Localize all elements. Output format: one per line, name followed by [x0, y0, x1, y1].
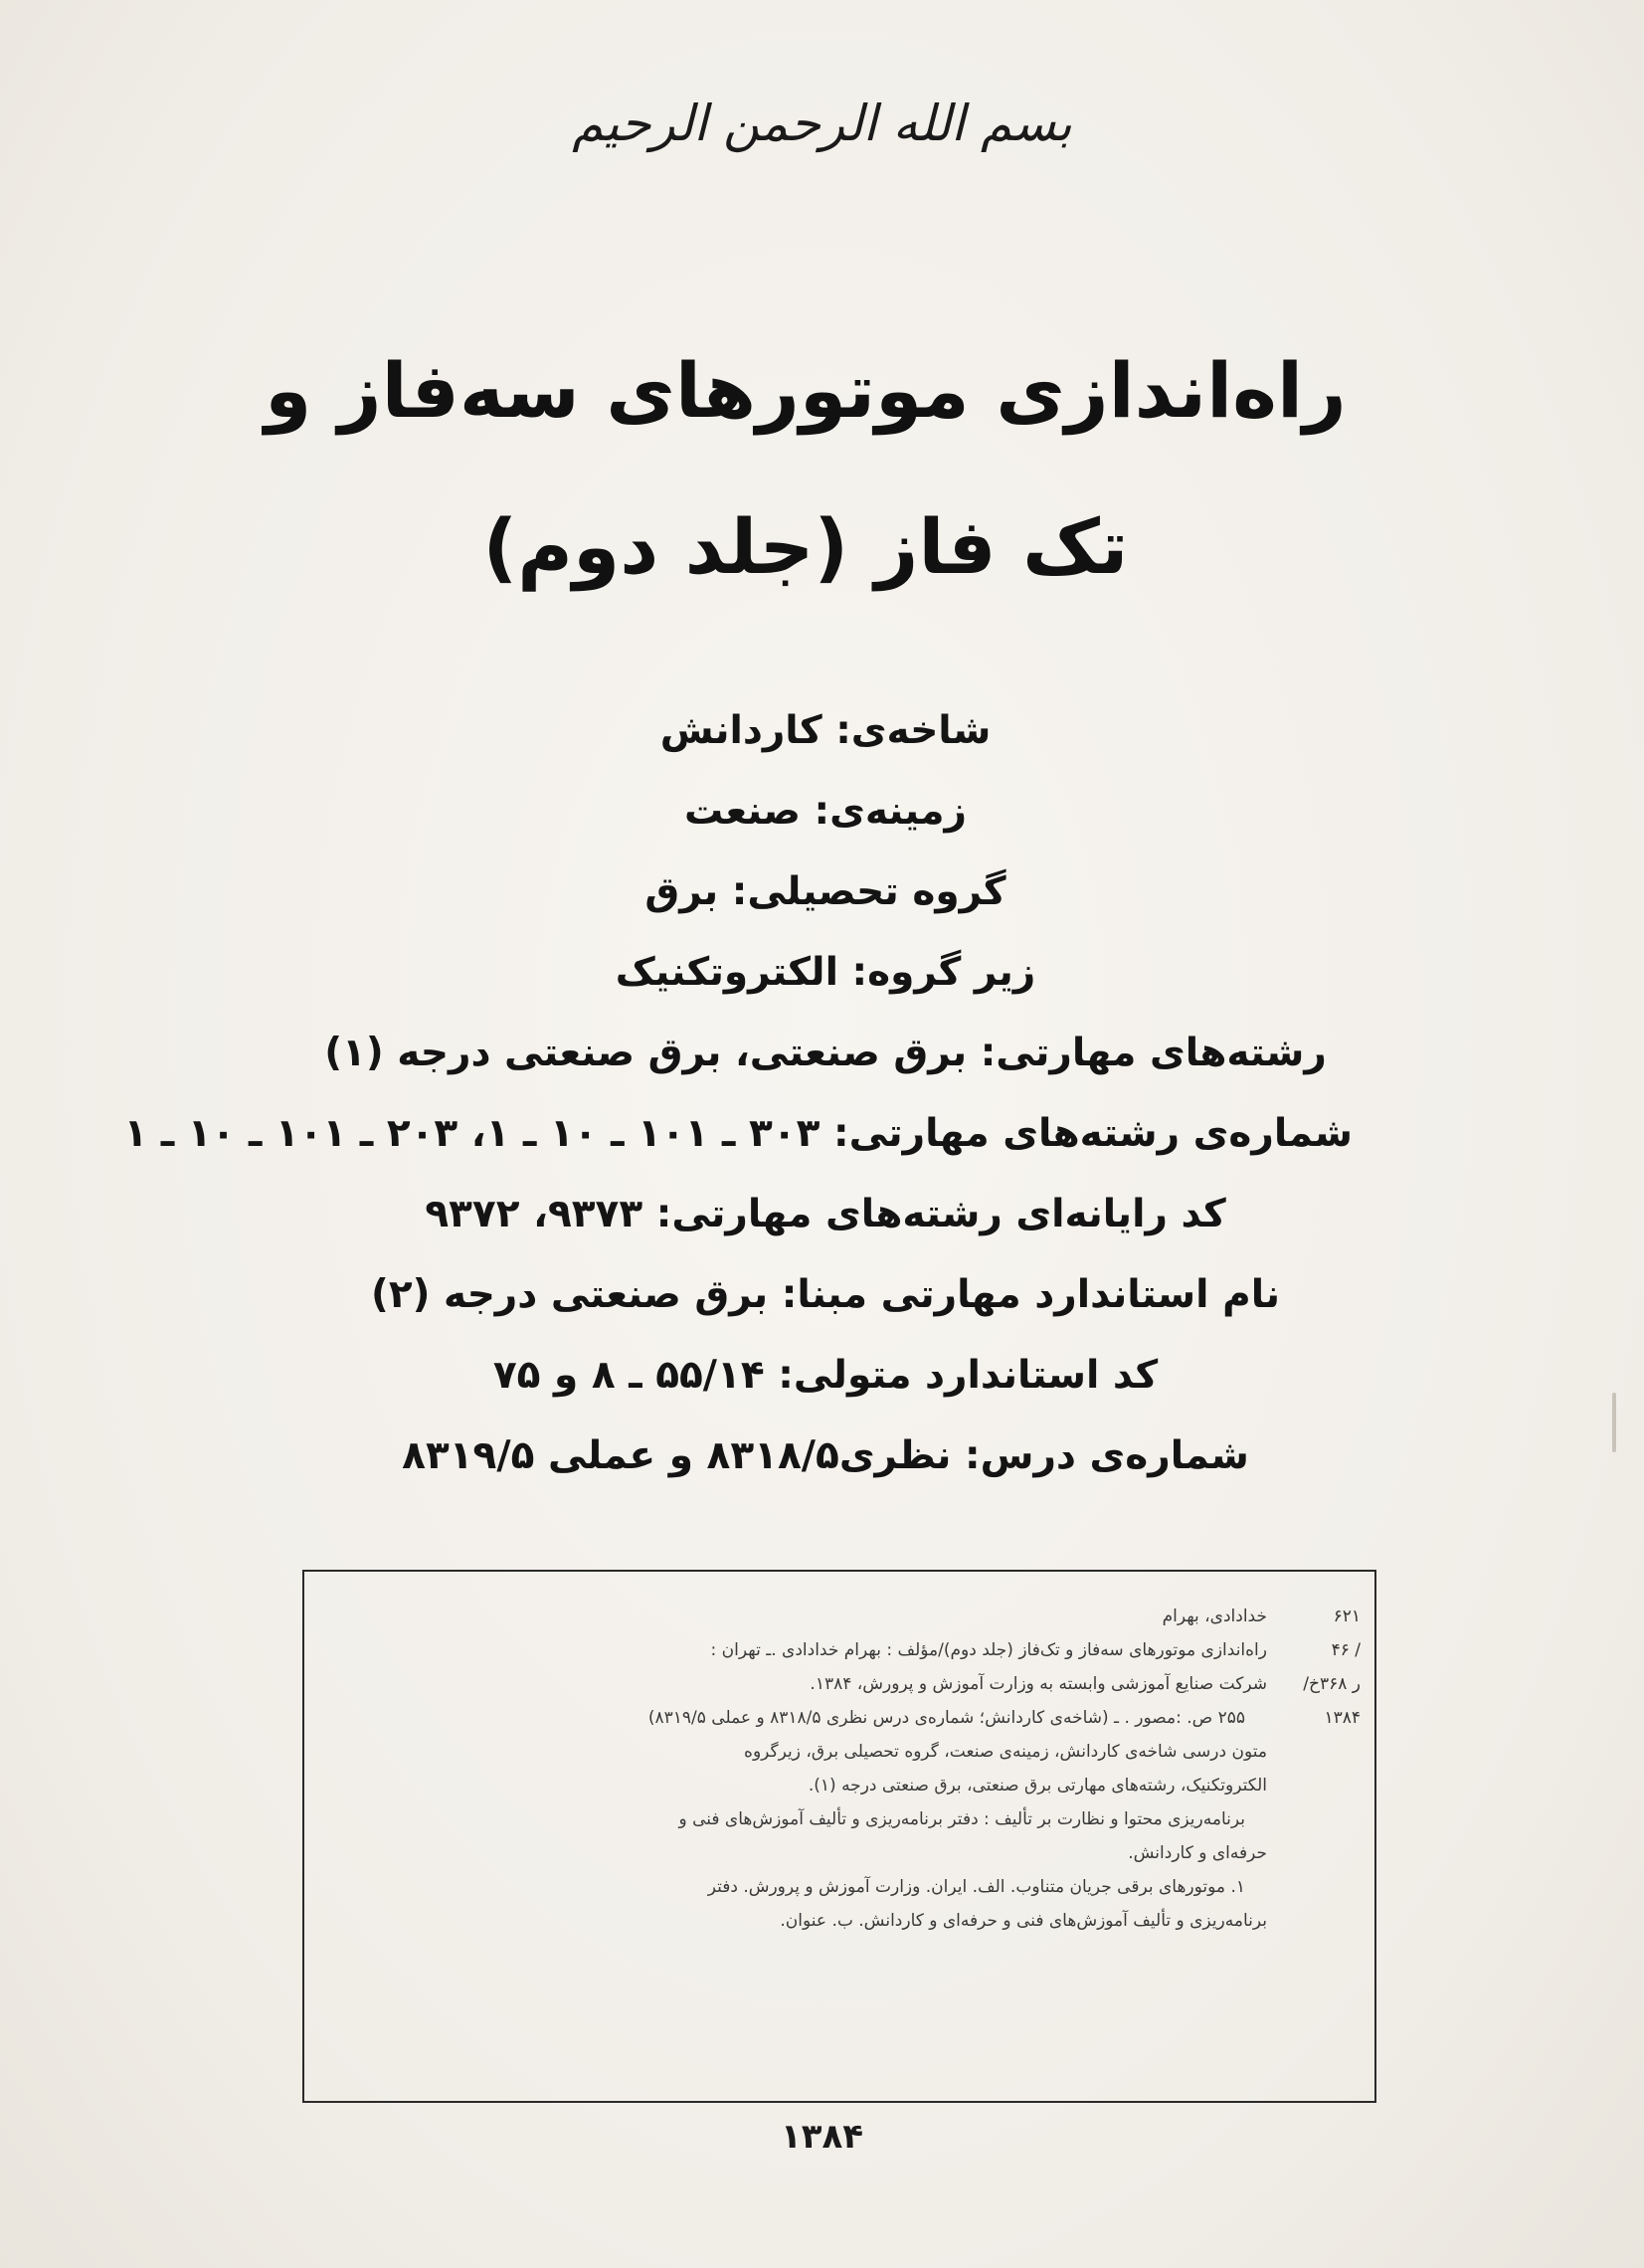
call-number-line: / ۴۶	[1331, 1640, 1361, 1660]
catalog-author: خدادادی، بهرام	[1162, 1606, 1267, 1626]
catalog-line: الکتروتکنیک، رشته‌های مهارتی برق صنعتی، برق صنعتی درجه (۱).	[808, 1776, 1267, 1796]
catalog-line: ۲۵۵ ص. :مصور . ـ (شاخه‌ی کاردانش؛ شماره‌ی درس نظری ۸۳۱۸/۵ و عملی ۸۳۱۹/۵)	[647, 1708, 1245, 1728]
catalog-line: برنامه‌ریزی محتوا و نظارت بر تألیف : دفتر برنامه‌ریزی و تألیف آموزش‌های فنی و	[678, 1809, 1245, 1829]
meta-base-standard: نام استاندارد مهارتی مبنا: برق صنعتی درجه (۲)	[371, 1272, 1280, 1317]
catalog-line: حرفه‌ای و کاردانش.	[1128, 1843, 1267, 1863]
catalog-line: برنامه‌ریزی و تألیف آموزش‌های فنی و حرفه‌ای و کاردانش. ب. عنوان.	[780, 1911, 1267, 1931]
page-edge-mark	[1612, 1393, 1616, 1452]
catalog-line: راه‌اندازی موتورهای سه‌فاز و تک‌فاز (جلد دوم)/مؤلف : بهرام خدادادی .ـ تهران :	[710, 1640, 1267, 1660]
book-title-line-2: تک فاز (جلد دوم)	[482, 502, 1129, 591]
meta-skill-fields: رشته‌های مهارتی: برق صنعتی، برق صنعتی درجه (۱)	[324, 1031, 1327, 1075]
catalog-line: شرکت صنایع آموزشی وابسته به وزارت آموزش و پرورش، ۱۳۸۴.	[810, 1674, 1267, 1694]
meta-subgroup: زیر گروه: الکتروتکنیک	[615, 950, 1036, 995]
meta-standard-code: کد استاندارد متولی: ۵۵/۱۴ ـ ۸ و ۷۵	[492, 1353, 1159, 1398]
catalog-entry	[322, 1600, 1267, 1938]
call-number-line: ر ۳۶۸خ/	[1303, 1674, 1361, 1694]
meta-skill-field-numbers: شماره‌ی رشته‌های مهارتی: ۳۰۳ ـ ۱۰۱ ـ ۱۰ ـ ۱، ۲۰۳ ـ ۱۰۱ ـ ۱۰ ـ ۱	[123, 1111, 1353, 1156]
publication-year: ۱۳۸۴	[780, 2117, 863, 2157]
cataloging-record-box	[302, 1570, 1376, 2103]
book-title-line-1: راه‌اندازی موتورهای سه‌فاز و	[265, 346, 1347, 435]
meta-branch: شاخه‌ی: کاردانش	[659, 708, 992, 753]
meta-study-group: گروه تحصیلی: برق	[644, 869, 1006, 914]
meta-field: زمینه‌ی: صنعت	[684, 789, 967, 834]
call-number-line: ۶۲۱	[1333, 1606, 1361, 1626]
catalog-line: متون درسی شاخه‌ی کاردانش، زمینه‌ی صنعت، گروه تحصیلی برق، زیرگروه	[744, 1742, 1267, 1762]
catalog-line: ۱. موتورهای برقی جریان متناوب. الف. ایران. وزارت آموزش و پرورش. دفتر	[707, 1877, 1245, 1897]
bismillah-header: بسم الله الرحمن الرحیم	[572, 94, 1072, 152]
call-number-line: ۱۳۸۴	[1324, 1708, 1361, 1728]
meta-course-number: شماره‌ی درس: نظری۸۳۱۸/۵ و عملی ۸۳۱۹/۵	[402, 1433, 1249, 1478]
call-number	[1281, 1600, 1361, 1735]
meta-computer-codes: کد رایانه‌ای رشته‌های مهارتی: ۹۳۷۳، ۹۳۷۲	[425, 1192, 1226, 1236]
